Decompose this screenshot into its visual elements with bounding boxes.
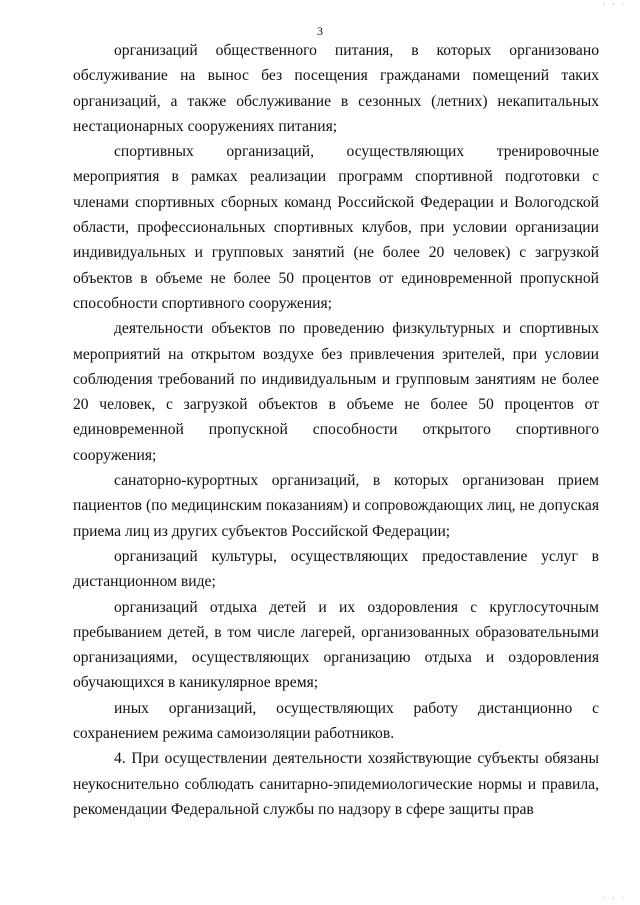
- paragraph-section-4: 4. При осуществлении деятельности хозяйствующие субъекты обязаны неукоснительно соблюдать санитарно-эпидемиологические нормы и правила, рекомендации Федеральной службы по надзору в сфере защиты прав: [73, 750, 599, 818]
- page-number: 3: [317, 24, 323, 38]
- paragraph-remote-organizations: иных организаций, осуществляющих работу дистанционно с сохранением режима самоизоляции работников.: [73, 699, 599, 743]
- paragraph-sports-organizations: спортивных организаций, осуществляющих тренировочные мероприятия в рамках реализации программ спортивной подготовки с членами спортивных сборных команд Российской Федерации и Вологодской области, профессиональных спортивных клубов, при условии организации индивидуальных и групповых занятий (не более 20 человек) с загрузкой объектов в объеме не более 50 процентов от единовременной пропускной способности спортивного сооружения;: [73, 143, 599, 312]
- paragraph-culture-organizations: организаций культуры, осуществляющих предоставление услуг в дистанционном виде;: [73, 547, 599, 591]
- scan-mark-top: · · ·: [603, 0, 626, 9]
- paragraph-sanatorium-organizations: санаторно-курортных организаций, в которых организован прием пациентов (по медицинским показаниям) и сопровождающих лиц, не допуская приема лиц из других субъектов Российской Федерации;: [73, 472, 599, 540]
- document-body: [73, 38, 599, 822]
- paragraph-children-camps: организаций отдыха детей и их оздоровления с круглосуточным пребыванием детей, в том числе лагерей, организованных образовательными организациями, осуществляющих организацию отдыха и оздоровления обучающихся в каникулярное время;: [73, 598, 599, 692]
- scan-mark-bottom: · · ·: [603, 894, 626, 903]
- paragraph-catering: организаций общественного питания, в которых организовано обслуживание на вынос без посещения гражданами помещений таких организаций, а также обслуживание в сезонных (летних) некапитальных нестационарных сооружениях питания;: [73, 42, 599, 135]
- paragraph-outdoor-sports-events: деятельности объектов по проведению физкультурных и спортивных мероприятий на открытом воздухе без привлечения зрителей, при условии соблюдения требований по индивидуальным и групповым занятиям не более 20 человек, с загрузкой объектов в объеме не более 50 процентов от единовременной пропускной способности открытого спортивного сооружения;: [73, 320, 599, 464]
